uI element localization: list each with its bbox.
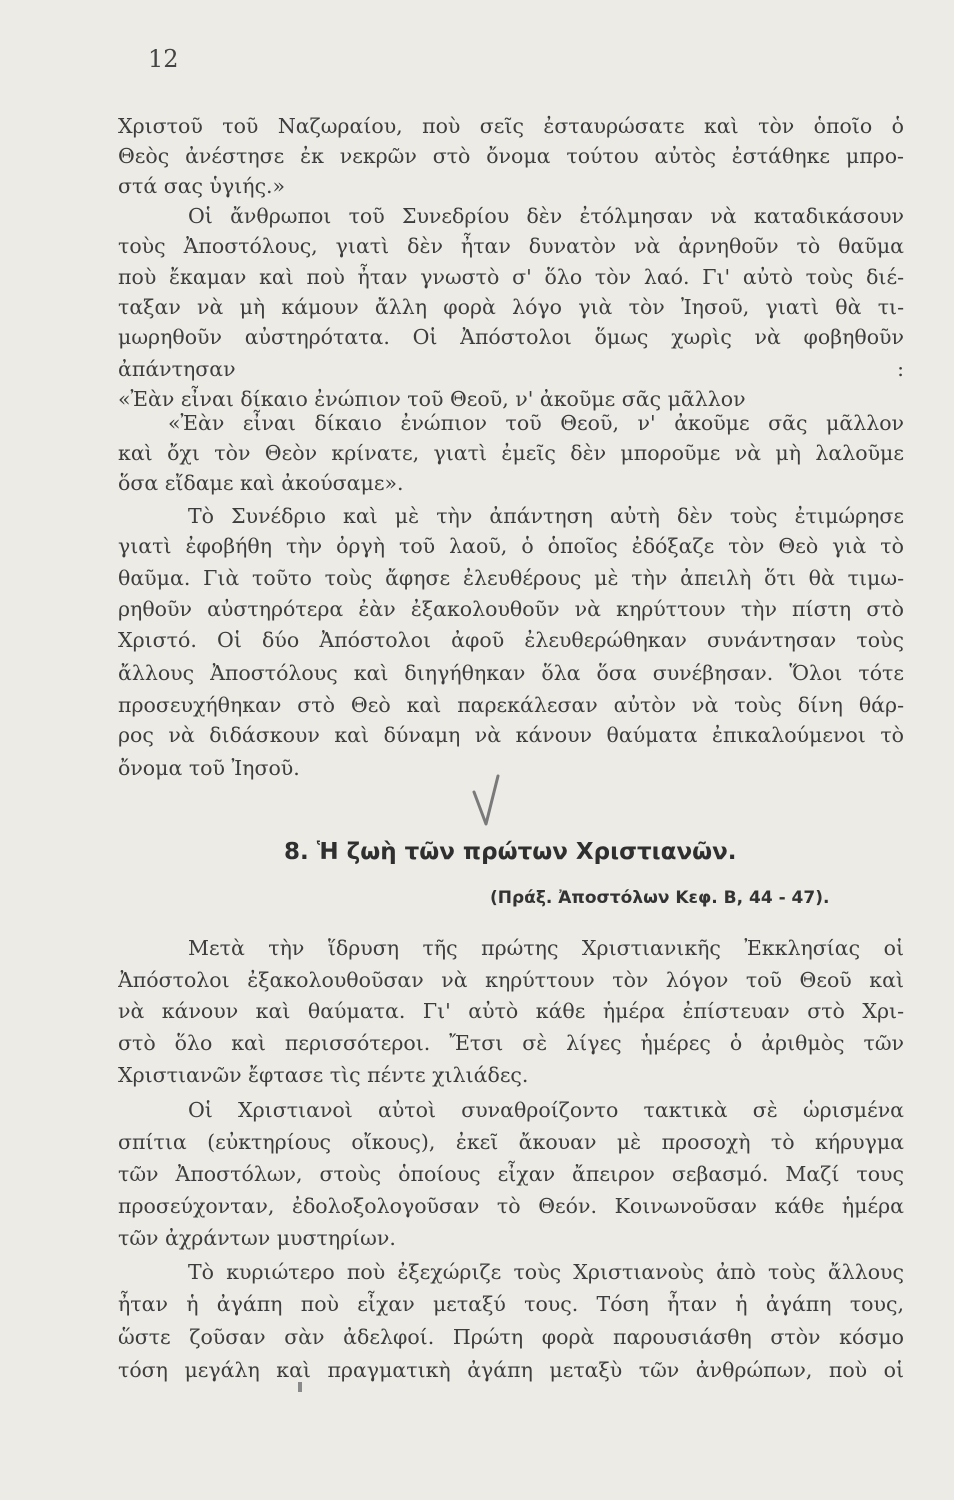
text-line: τῶν ἀχράντων μυστηρίων. xyxy=(118,1226,396,1250)
text-line: «Ἐὰν εἶναι δίκαιο ἐνώπιον τοῦ Θεοῦ, ν' ἀκοῦμε σᾶς μᾶλλον xyxy=(118,387,746,411)
text-line: γιατὶ ἐφοβήθη τὴν ὀργὴ τοῦ λαοῦ, ὁ ὁποῖος ἐδόξαζε τὸν Θεὸ γιὰ τὸ xyxy=(118,534,904,558)
text-line: ρος νὰ διδάσκουν καὶ δύναμη νὰ κάνουν θαύματα ἐπικαλούμενοι τὸ xyxy=(118,723,904,747)
text-line: νὰ κάνουν καὶ θαύματα. Γι' αὐτὸ κάθε ἡμέρα ἐπίστευαν στὸ Χρι- xyxy=(118,999,904,1023)
text-line: σπίτια (εὐκτηρίους οἴκους), ἐκεῖ ἄκουαν μὲ προσοχὴ τὸ κήρυγμα xyxy=(118,1130,904,1154)
text-line: Χριστό. Οἱ δύο Ἀπόστολοι ἀφοῦ ἐλευθερώθηκαν συνάντησαν τοὺς xyxy=(118,628,904,652)
ink-mark xyxy=(298,1382,302,1392)
section-heading: 8. Ἡ ζωὴ τῶν πρώτων Χριστιανῶν. xyxy=(284,839,737,865)
text-line: ὄνομα τοῦ Ἰησοῦ. xyxy=(118,756,300,780)
text-line: ἀπάντησαν : xyxy=(118,357,904,381)
text-line: Θεὸς ἀνέστησε ἐκ νεκρῶν στὸ ὄνομα τούτου αὐτὸς ἐστάθηκε μπρο- xyxy=(118,144,904,168)
text-line: «Ἐὰν εἶναι δίκαιο ἐνώπιον τοῦ Θεοῦ, ν' ἀκοῦμε σᾶς μᾶλλον xyxy=(168,411,904,435)
text-line: ρηθοῦν αὐστηρότερα ἐὰν ἐξακολουθοῦν νὰ κηρύττουν τὴν πίστη στὸ xyxy=(118,597,904,621)
text-line: ὥστε ζοῦσαν σὰν ἀδελφοί. Πρώτη φορὰ παρουσιάσθη στὸν κόσμο xyxy=(118,1325,904,1349)
text-line: ἄλλους Ἀποστόλους καὶ διηγήθηκαν ὅλα ὅσα συνέβησαν. Ὅλοι τότε xyxy=(118,661,904,685)
text-line: Μετὰ τὴν ἵδρυση τῆς πρώτης Χριστιανικῆς Ἐκκλησίας οἱ xyxy=(188,936,904,960)
text-line: Χριστοῦ τοῦ Ναζωραίου, ποὺ σεῖς ἐσταυρώσατε καὶ τὸν ὁποῖο ὁ xyxy=(118,114,904,138)
text-line: τῶν Ἀποστόλων, στοὺς ὁποίους εἶχαν ἄπειρον σεβασμό. Μαζί τους xyxy=(118,1162,904,1186)
text-line: θαῦμα. Γιὰ τοῦτο τοὺς ἄφησε ἐλευθέρους μὲ τὴν ἀπειλὴ ὅτι θὰ τιμω- xyxy=(118,566,904,590)
text-line: στά σας ὑγιής.» xyxy=(118,174,286,198)
text-line: ποὺ ἔκαμαν καὶ ποὺ ἦταν γνωστὸ σ' ὅλο τὸν λαό. Γι' αὐτὸ τοὺς διέ- xyxy=(118,265,904,289)
text-line: Οἱ ἄνθρωποι τοῦ Συνεδρίου δὲν ἐτόλμησαν νὰ καταδικάσουν xyxy=(188,204,904,228)
text-line: καὶ ὄχι τὸν Θεὸν κρίνατε, γιατὶ ἐμεῖς δὲν μποροῦμε νὰ μὴ λαλοῦμε xyxy=(118,441,904,465)
text-line: στὸ ὅλο καὶ περισσότεροι. Ἔτσι σὲ λίγες ἡμέρες ὁ ἀριθμὸς τῶν xyxy=(118,1031,904,1055)
text-line: τόση μεγάλη καὶ πραγματικὴ ἀγάπη μεταξὺ τῶν ἀνθρώπων, ποὺ οἱ xyxy=(118,1358,904,1382)
text-line: Οἱ Χριστιανοὶ αὐτοὶ συναθροίζοντο τακτικὰ σὲ ὡρισμένα xyxy=(188,1098,904,1122)
text-line: ταξαν νὰ μὴ κάμουν ἄλλη φορὰ λόγο γιὰ τὸν Ἰησοῦ, γιατὶ θὰ τι- xyxy=(118,295,904,319)
text-line: ἦταν ἡ ἀγάπη ποὺ εἶχαν μεταξύ τους. Τόση ἦταν ἡ ἀγάπη τους, xyxy=(118,1292,904,1316)
text-line: προσεύχονταν, ἐδολοξολογοῦσαν τὸ Θεόν. Κοινωνοῦσαν κάθε ἡμέρα xyxy=(118,1194,904,1218)
page-number: 12 xyxy=(148,45,179,73)
text-line: Χριστιανῶν ἔφτασε τὶς πέντε χιλιάδες. xyxy=(118,1063,529,1087)
pencil-checkmark-icon xyxy=(470,770,506,830)
text-line: μωρηθοῦν αὐστηρότατα. Οἱ Ἀπόστολοι ὅμως χωρὶς νὰ φοβηθοῦν xyxy=(118,325,904,349)
text-line: προσευχήθηκαν στὸ Θεὸ καὶ παρεκάλεσαν αὐτὸν νὰ τοὺς δίνη θάρ- xyxy=(118,693,904,717)
text-line: ὅσα εἴδαμε καὶ ἀκούσαμε». xyxy=(118,471,404,495)
section-reference: (Πράξ. Ἀποστόλων Κεφ. Β, 44 - 47). xyxy=(490,888,830,908)
text-line: Ἀπόστολοι ἐξακολουθοῦσαν νὰ κηρύττουν τὸν λόγον τοῦ Θεοῦ καὶ xyxy=(118,968,904,992)
text-line: Τὸ Συνέδριο καὶ μὲ τὴν ἀπάντηση αὐτὴ δὲν τοὺς ἐτιμώρησε xyxy=(188,504,904,528)
text-line: Τὸ κυριώτερο ποὺ ἐξεχώριζε τοὺς Χριστιανοὺς ἀπὸ τοὺς ἄλλους xyxy=(188,1260,904,1284)
text-line: τοὺς Ἀποστόλους, γιατὶ δὲν ἦταν δυνατὸν νὰ ἀρνηθοῦν τὸ θαῦμα xyxy=(118,234,904,258)
